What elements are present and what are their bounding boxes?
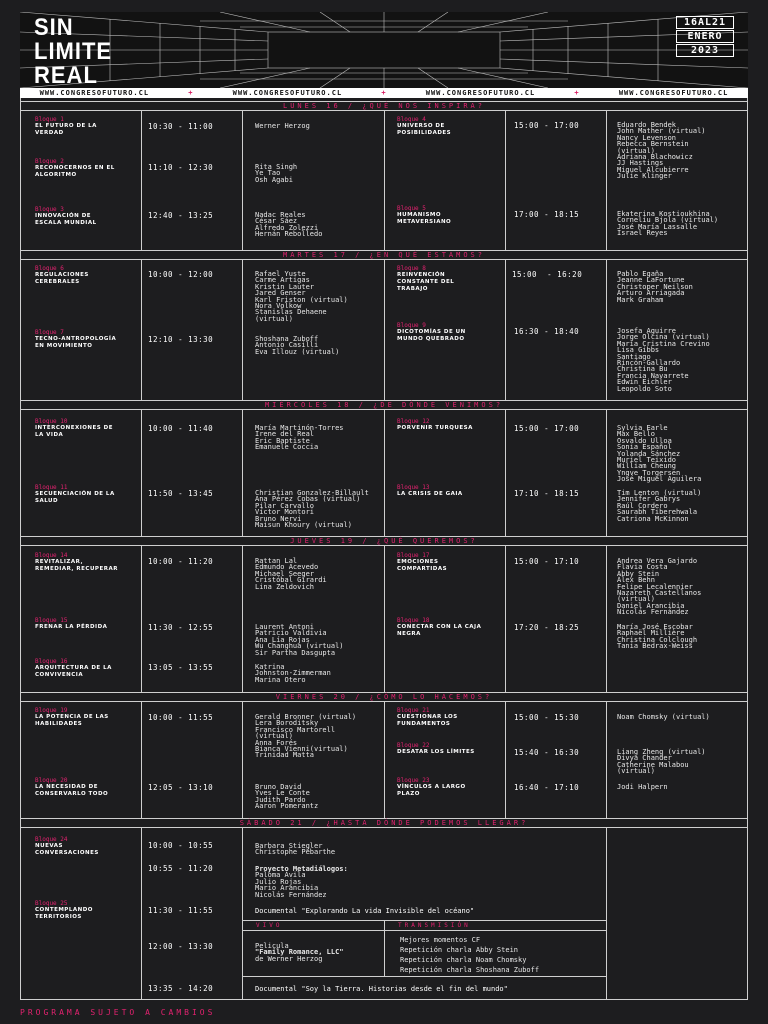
speaker: (virtual): [255, 732, 293, 741]
speaker: Álex Behn: [617, 576, 655, 585]
speaker: Jodi Halpern: [617, 783, 668, 791]
speaker-list: [255, 784, 318, 810]
date-year: 2023: [676, 44, 734, 57]
speaker: Laurent Antoni: [255, 623, 315, 631]
block-number: Bloque 7: [35, 329, 64, 336]
speaker: José María Lassalle: [617, 222, 698, 231]
speaker: Divya Chander: [617, 754, 672, 763]
session-time: 16:40 - 17:10: [514, 783, 580, 792]
speaker-list: [255, 212, 322, 238]
speaker-list: [617, 784, 668, 790]
speaker: Rafael Yuste: [255, 270, 306, 278]
block-title: CUESTIONAR LOS FUNDAMENTOS: [397, 714, 458, 727]
block-number: Bloque 13: [397, 484, 430, 491]
block-title: LA POTENCIA DE LAS HABILIDADES: [35, 714, 109, 727]
block-title: TECNO-ANTROPOLOGÍA EN MOVIMIENTO: [35, 336, 117, 349]
session-time: 15:00 - 16:20: [512, 270, 583, 279]
day-header-wednesday: MIÉRCOLES 18 / ¿DE DÓNDE VENIMOS?: [20, 400, 748, 410]
session-time: 15:40 - 16:30: [514, 748, 580, 757]
block-number: Bloque 2: [35, 158, 64, 165]
speaker: Julie Klinger: [617, 172, 672, 181]
speaker: Andrea Vera Gajardo: [617, 557, 698, 565]
speaker: Catherine Malabou: [617, 760, 689, 769]
session-label: [35, 777, 125, 798]
session-time: 12:10 - 13:30: [148, 335, 214, 344]
speaker: Felipe Lecalennier: [617, 582, 693, 591]
logo-line: REAL: [34, 61, 98, 89]
session-label: [397, 265, 482, 293]
speaker: Arturo Arriagada: [617, 289, 685, 298]
session-label: [397, 322, 482, 343]
session-label: [35, 265, 120, 286]
block-title: NUEVAS CONVERSACIONES: [35, 843, 99, 856]
speaker: (virtual): [617, 146, 655, 155]
session-label: [397, 707, 482, 728]
speaker: William Cheung: [617, 462, 677, 471]
speaker: María José Escobar: [617, 623, 693, 631]
block-number: Bloque 17: [397, 552, 430, 559]
speaker: Irene del Real: [255, 430, 315, 439]
speaker: Bruno Nervi: [255, 514, 302, 523]
speaker: Yolanda Sánchez: [617, 449, 681, 458]
speaker: Cristóbal Girardi: [255, 576, 327, 585]
speaker-list: [617, 490, 701, 522]
speaker: Jared Genser: [255, 289, 306, 298]
speaker: Francia Navarrete: [617, 371, 689, 380]
divider: [242, 976, 606, 977]
speaker: Nadac Reales: [255, 211, 306, 219]
speaker: Shoshana Zuboff: [255, 335, 319, 343]
speaker: Nicolás Fernández: [617, 608, 689, 617]
speaker: Saurabh Tiberehwala: [617, 508, 698, 517]
day-header-thursday: JUEVES 19 / ¿QUÉ QUEREMOS?: [20, 536, 748, 546]
session-label: [35, 418, 120, 439]
session-time: 10:30 - 11:00: [148, 122, 214, 131]
speaker-list: [255, 664, 331, 683]
film-info: [255, 943, 344, 962]
speaker: Ekaterina Kostioukhina: [617, 210, 710, 218]
session-time: 10:00 - 10:55: [148, 841, 214, 850]
session-time: 10:55 - 11:20: [148, 864, 214, 873]
session-time: 16:30 - 18:40: [514, 327, 580, 336]
speaker: Christophe Pébarthe: [255, 848, 336, 857]
speaker-list: [617, 328, 710, 392]
block-title: INNOVACIÓN DE ESCALA MUNDIAL: [35, 213, 97, 226]
block-title: ARQUITECTURA DE LA CONVIVENCIA: [35, 665, 112, 678]
session-time: 13:35 - 14:20: [148, 984, 214, 993]
speaker: Muriel Teixido: [617, 455, 677, 464]
session-time: 11:30 - 11:55: [148, 906, 214, 915]
session-label: [35, 836, 120, 857]
session-time: 15:00 - 17:10: [514, 557, 580, 566]
divider: [242, 930, 606, 931]
speaker-list: [617, 749, 706, 775]
speaker: Miguel Alcubierre: [617, 165, 689, 174]
speaker: Liang Zheng (virtual): [617, 748, 706, 756]
website-link[interactable]: WWW.CONGRESOFUTURO.CL: [39, 89, 150, 97]
speaker-list: [255, 714, 356, 759]
speaker: Christoper Neilson: [617, 282, 693, 291]
header-banner: [20, 12, 748, 89]
day-header-tuesday: MARTES 17 / ¿EN QUÉ ESTAMOS?: [20, 250, 748, 260]
block-number: Bloque 3: [35, 206, 64, 213]
day-header-monday: LUNES 16 / ¿QUÉ NOS INSPIRA?: [20, 101, 748, 111]
documentary-title: Documental "Explorando La vida Invisible del océano": [255, 907, 475, 915]
block-number: Bloque 14: [35, 552, 68, 559]
block-title: EMOCIONES COMPARTIDAS: [397, 559, 448, 572]
date-badge: [676, 16, 734, 58]
block-title: UNIVERSO DE POSIBILIDADES: [397, 123, 452, 136]
speaker: Jorge Olcina (virtual): [617, 333, 710, 342]
session-label: [397, 617, 482, 638]
broadcast-item: Repetición charla Noam Chomsky: [400, 956, 527, 964]
block-title: DESATAR LOS LÍMITES: [397, 749, 475, 755]
divider: [384, 920, 385, 976]
speaker: Leopoldo Soto: [617, 384, 672, 393]
grid-tunnel-graphic: [20, 12, 748, 88]
speaker: Hernán Rebolledo: [255, 230, 323, 239]
live-label: VIVO: [256, 922, 283, 929]
block-number: Bloque 18: [397, 617, 430, 624]
session-label: [35, 158, 120, 179]
speaker: Eduardo Bendek: [617, 121, 677, 129]
film-title: "Family Romance, LLC": [255, 948, 344, 957]
speaker: Adriana Blachowicz: [617, 152, 693, 161]
block-number: Bloque 25: [35, 900, 68, 907]
block-number: Bloque 23: [397, 777, 430, 784]
speaker-list: [617, 271, 693, 303]
speaker: Bianca Vienni(virtual): [255, 744, 348, 753]
speaker: Santiago: [617, 352, 651, 361]
session-time: 15:00 - 17:00: [514, 424, 580, 433]
block-title: FRENAR LA PÉRDIDA: [35, 624, 108, 630]
speaker: Marina Otero: [255, 675, 306, 684]
session-label: [35, 617, 120, 631]
session-time: 17:00 - 18:15: [514, 210, 580, 219]
speaker-list: [255, 336, 339, 355]
session-label: [35, 900, 120, 921]
block-number: Bloque 6: [35, 265, 64, 272]
speaker: Flavia Costa: [617, 563, 668, 572]
speaker: Trinidad Matta: [255, 751, 315, 760]
logo-line: LIMITE: [34, 37, 113, 65]
speaker: Christina Bu: [617, 365, 668, 374]
speaker: Raúl Cordero: [617, 501, 668, 510]
speaker: Raphaël Millière: [617, 629, 685, 638]
session-label: [397, 418, 482, 432]
speaker: Osvaldo Ulloa: [617, 436, 672, 445]
speaker-list: [617, 558, 701, 616]
session-label: [397, 116, 482, 137]
day-header-saturday: SÁBADO 21 / ¿HASTA DÓNDE PODEMOS LLEGAR?: [20, 818, 748, 828]
speaker: Anna Forés: [255, 738, 298, 747]
speaker-list: [617, 211, 718, 237]
session-label: [35, 116, 120, 137]
website-link[interactable]: WWW.CONGRESOFUTURO.CL: [232, 89, 343, 97]
film-label: Pelicula: [255, 942, 289, 950]
speaker-list: [255, 490, 369, 528]
plus-icon: +: [381, 89, 387, 97]
speaker: Eva Illouz (virtual): [255, 347, 340, 356]
speaker: Patricio Valdivia: [255, 629, 327, 638]
day-header-friday: VIERNES 20 / ¿CÓMO LO HACEMOS?: [20, 692, 748, 702]
speaker: María Martinón-Torres: [255, 424, 344, 432]
speaker: Osh Agabi: [255, 175, 293, 184]
speaker: Catriona McKinnon: [617, 514, 689, 523]
speaker: Mark Graham: [617, 295, 664, 304]
broadcast-item: Repetición charla Shoshana Zuboff: [400, 966, 540, 974]
broadcast-list: [400, 935, 539, 975]
website-link[interactable]: WWW.CONGRESOFUTURO.CL: [425, 89, 536, 97]
speaker-list: [255, 271, 348, 322]
speaker-list: [255, 558, 327, 590]
speaker: Edwin Eichler: [617, 378, 672, 387]
speaker: Max Bello: [617, 430, 655, 439]
block-title: DICOTOMÍAS DE UN MUNDO QUEBRADO: [397, 329, 466, 342]
speaker: (virtual): [617, 767, 655, 776]
speaker: Antonio Casilli: [255, 341, 319, 350]
speaker: Julio Rojas: [255, 877, 302, 886]
url-bar: [20, 88, 748, 98]
block-title: PORVENIR TURQUESA: [397, 425, 473, 431]
speaker: César Sáez: [255, 217, 298, 226]
logo: [34, 12, 113, 89]
block-number: Bloque 12: [397, 418, 430, 425]
project-title: Proyecto Metadiálogos:: [255, 865, 348, 873]
block-number: Bloque 8: [397, 265, 426, 272]
session-time: 12:00 - 13:30: [148, 942, 214, 951]
speaker: Pablo Egaña: [617, 270, 664, 278]
block-title: VÍNCULOS A LARGO PLAZO: [397, 784, 466, 797]
session-label: [35, 484, 125, 505]
broadcast-item: Mejores momentos CF: [400, 936, 481, 944]
block-number: Bloque 9: [397, 322, 426, 329]
speaker: Yngve Torgersen: [617, 468, 681, 477]
speaker: Bruno David: [255, 783, 302, 791]
speaker: Judith Pardo: [255, 795, 306, 804]
session-label: [397, 205, 482, 226]
block-number: Bloque 15: [35, 617, 68, 624]
speaker: Lina Zeldovich: [255, 582, 315, 591]
block-title: RECONOCERNOS EN EL ALGORITMO: [35, 165, 115, 178]
session-label: [397, 484, 482, 498]
plus-icon: +: [188, 89, 194, 97]
disclaimer-footer: PROGRAMA SUJETO A CAMBIOS: [20, 1008, 216, 1017]
website-link[interactable]: WWW.CONGRESOFUTURO.CL: [618, 89, 729, 97]
block-title: EL FUTURO DE LA VERDAD: [35, 123, 97, 136]
speaker: Emanuele Coccia: [255, 443, 319, 452]
session-label: [397, 742, 482, 756]
speaker: Kristin Lauter: [255, 282, 315, 291]
speaker-list: [617, 624, 697, 650]
block-title: REINVENCIÓN CONSTANTE DEL TRABAJO: [397, 272, 455, 292]
session-label: [397, 552, 482, 573]
speaker: Ye Tao: [255, 169, 281, 178]
block-number: Bloque 16: [35, 658, 68, 665]
speaker: Francisco Martorell: [255, 725, 336, 734]
session-label: [35, 658, 120, 679]
session-label: [397, 777, 482, 798]
block-title: HUMANISMO METAVERSIANO: [397, 212, 452, 225]
block-title: SECUENCIACIÓN DE LA SALUD: [35, 491, 115, 504]
date-month: ENERO: [676, 30, 734, 43]
speaker: Wu Changhua (virtual): [255, 642, 344, 651]
speaker: Nicolás Fernández: [255, 890, 327, 899]
session-label: [35, 707, 120, 728]
speaker: Lisa Gibbs: [617, 346, 660, 355]
speaker-list: [255, 843, 335, 856]
block-number: Bloque 4: [397, 116, 426, 123]
speaker: Werner Herzog: [255, 122, 310, 130]
session-time: 15:00 - 15:30: [514, 713, 580, 722]
speaker: José Miguel Aguilera: [617, 475, 702, 484]
film-director: de Werner Herzog: [255, 954, 323, 963]
speaker: Mario Arancibia: [255, 884, 319, 893]
speaker-list: [255, 123, 310, 129]
session-time: 10:00 - 12:00: [148, 270, 214, 279]
speaker: Stanislas Dehaene: [255, 308, 327, 317]
date-range: 16AL21: [676, 16, 734, 29]
session-label: [35, 552, 120, 573]
block-number: Bloque 5: [397, 205, 426, 212]
speaker: Nancy Levenson: [617, 133, 677, 142]
speaker-list: [617, 714, 710, 720]
broadcast-label: TRANSMISIÓN: [398, 922, 471, 929]
block-title: LA CRISIS DE GAIA: [397, 491, 463, 497]
speaker-list: [255, 425, 344, 451]
block-title: LA NECESIDAD DE CONSERVARLO TODO: [35, 784, 109, 797]
session-time: 15:00 - 17:00: [514, 121, 580, 130]
session-label: [35, 329, 125, 350]
speaker: Michael Seeger: [255, 569, 315, 578]
speaker: Tim Lenton (virtual): [617, 489, 702, 497]
broadcast-item: Repetición charla Abby Stein: [400, 946, 519, 954]
speaker: Christian Gonzalez-Billault: [255, 489, 369, 497]
speaker-list: [255, 164, 297, 183]
speaker: Edmundo Acevedo: [255, 563, 319, 572]
session-time: 13:05 - 13:55: [148, 663, 214, 672]
speaker: Abby Stein: [617, 569, 660, 578]
speaker: Carme Artigas: [255, 276, 310, 285]
speaker-list: [255, 624, 344, 656]
speaker: María Cristina Crevino: [617, 339, 710, 348]
block-title: CONTEMPLANDO TERRITORIOS: [35, 907, 93, 920]
speaker: Sonia Español: [617, 443, 672, 452]
divider: [242, 920, 606, 921]
block-number: Bloque 19: [35, 707, 68, 714]
speaker: (virtual): [255, 314, 293, 323]
speaker: Rebecca Bernstein: [617, 140, 689, 149]
speaker-list: [617, 425, 701, 483]
session-label: [35, 206, 120, 227]
speaker: (virtual): [617, 595, 655, 604]
block-number: Bloque 10: [35, 418, 68, 425]
speaker: Karl Friston (virtual): [255, 295, 348, 304]
speaker: Pilar Carvallo: [255, 501, 315, 510]
speaker: Josefa Aguirre: [617, 327, 677, 335]
session-time: 12:40 - 13:25: [148, 211, 214, 220]
speaker: Noam Chomsky (virtual): [617, 713, 710, 721]
speaker: Johnston-Zimmerman: [255, 669, 331, 678]
speaker: Sir Partha Dasgupta: [255, 648, 336, 657]
session-time: 10:00 - 11:55: [148, 713, 214, 722]
speaker: JJ Hastings: [617, 159, 664, 168]
block-title: CONECTAR CON LA CAJA NEGRA: [397, 624, 482, 637]
speaker: Barbara Stiegler: [255, 842, 323, 850]
speaker: Rincón-Gallardo: [617, 358, 681, 367]
speaker: Ana Lía Rojas: [255, 635, 310, 644]
session-time: 10:00 - 11:20: [148, 557, 214, 566]
speaker: Eric Baptiste: [255, 436, 310, 445]
block-title: REGULACIONES CEREBRALES: [35, 272, 89, 285]
block-title: REVITALIZAR, REMEDIAR, RECUPERAR: [35, 559, 118, 572]
speaker: Aaron Pomerantz: [255, 802, 319, 811]
speaker: Daniel Arancibia: [617, 601, 685, 610]
speaker: Ana Pérez Cobas (virtual): [255, 495, 361, 504]
speaker: Sylvia Earle: [617, 424, 668, 432]
block-number: Bloque 11: [35, 484, 68, 491]
speaker: Christina Colclough: [617, 635, 698, 644]
speaker: Rita Singh: [255, 163, 298, 171]
speaker-list: [255, 866, 348, 898]
speaker: Jeanne LaFortune: [617, 276, 685, 285]
speaker: Rattan Lal: [255, 557, 298, 565]
speaker: Yves Le Conte: [255, 789, 310, 798]
speaker: John Mather (virtual): [617, 127, 706, 136]
session-time: 11:10 - 12:30: [148, 163, 214, 172]
session-time: 17:20 - 18:25: [514, 623, 580, 632]
speaker: Israel Reyes: [617, 229, 668, 238]
block-number: Bloque 22: [397, 742, 430, 749]
speaker: Katrina: [255, 663, 285, 671]
speaker: Maisun Khoury (virtual): [255, 520, 352, 529]
documentary-title: Documental "Soy la Tierra. Historias desde el fin del mundo": [255, 985, 508, 993]
plus-icon: +: [574, 89, 580, 97]
speaker: Lera Boroditsky: [255, 719, 319, 728]
logo-line: SIN: [34, 12, 74, 41]
speaker: Alfredo Zolezzi: [255, 223, 319, 232]
session-time: 10:00 - 11:40: [148, 424, 214, 433]
speaker: Nazareth Castellanos: [617, 588, 702, 597]
speaker: Nora Volkow: [255, 301, 302, 310]
speaker: Jennifer Gabrys: [617, 495, 681, 504]
session-time: 17:10 - 18:15: [514, 489, 580, 498]
block-number: Bloque 21: [397, 707, 430, 714]
block-number: Bloque 24: [35, 836, 68, 843]
speaker: Gerald Bronner (virtual): [255, 713, 357, 721]
session-time: 12:05 - 13:10: [148, 783, 214, 792]
block-number: Bloque 20: [35, 777, 68, 784]
speaker: Corneliu Bjola (virtual): [617, 216, 719, 225]
block-number: Bloque 1: [35, 116, 64, 123]
speaker-list: [617, 122, 706, 180]
session-time: 11:30 - 12:55: [148, 623, 214, 632]
session-time: 11:50 - 13:45: [148, 489, 214, 498]
block-title: INTERCONEXIONES DE LA VIDA: [35, 425, 113, 438]
speaker: Paloma Ávila: [255, 871, 306, 880]
speaker: Tania Bedrax-Weiss: [617, 642, 693, 651]
speaker: Víctor Montori: [255, 508, 315, 517]
